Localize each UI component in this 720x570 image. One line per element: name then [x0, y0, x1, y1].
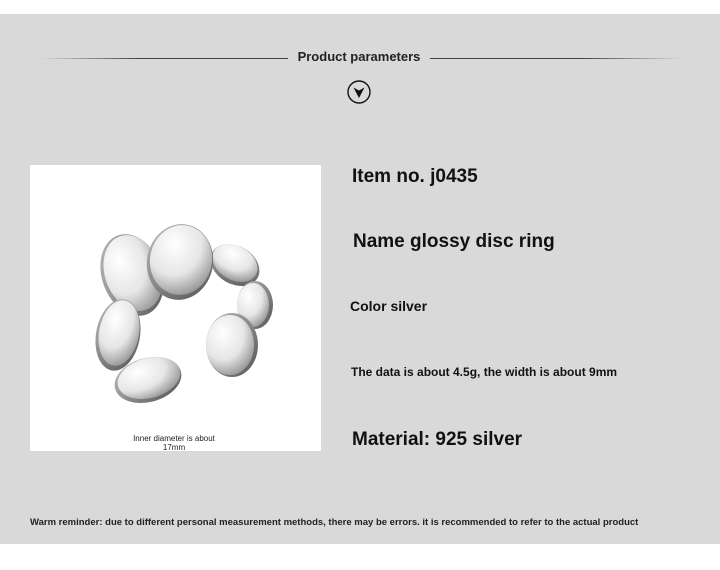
product-parameters-panel — [0, 14, 720, 544]
chevron-down-circle-icon — [347, 80, 371, 104]
product-material: Material: 925 silver — [352, 429, 523, 450]
item-number: Item no. j0435 — [352, 166, 478, 187]
header-divider-left — [40, 58, 288, 59]
weight-width: The data is about 4.5g, the width is about 9mm — [351, 365, 618, 379]
ring-image — [30, 165, 321, 451]
product-photo — [30, 165, 321, 451]
caption-line-2: 17mm — [162, 443, 186, 452]
caption-line-1: Inner diameter is about — [133, 434, 215, 443]
product-name: Name glossy disc ring — [353, 231, 555, 252]
inner-diameter-caption — [124, 434, 224, 452]
section-title: Product parameters — [297, 49, 421, 64]
warm-reminder: Warm reminder: due to different personal measurement methods, there may be errors. it is recommended to refer to the actual product — [30, 517, 639, 528]
product-color: Color silver — [350, 298, 428, 314]
header-divider-right — [430, 58, 682, 59]
